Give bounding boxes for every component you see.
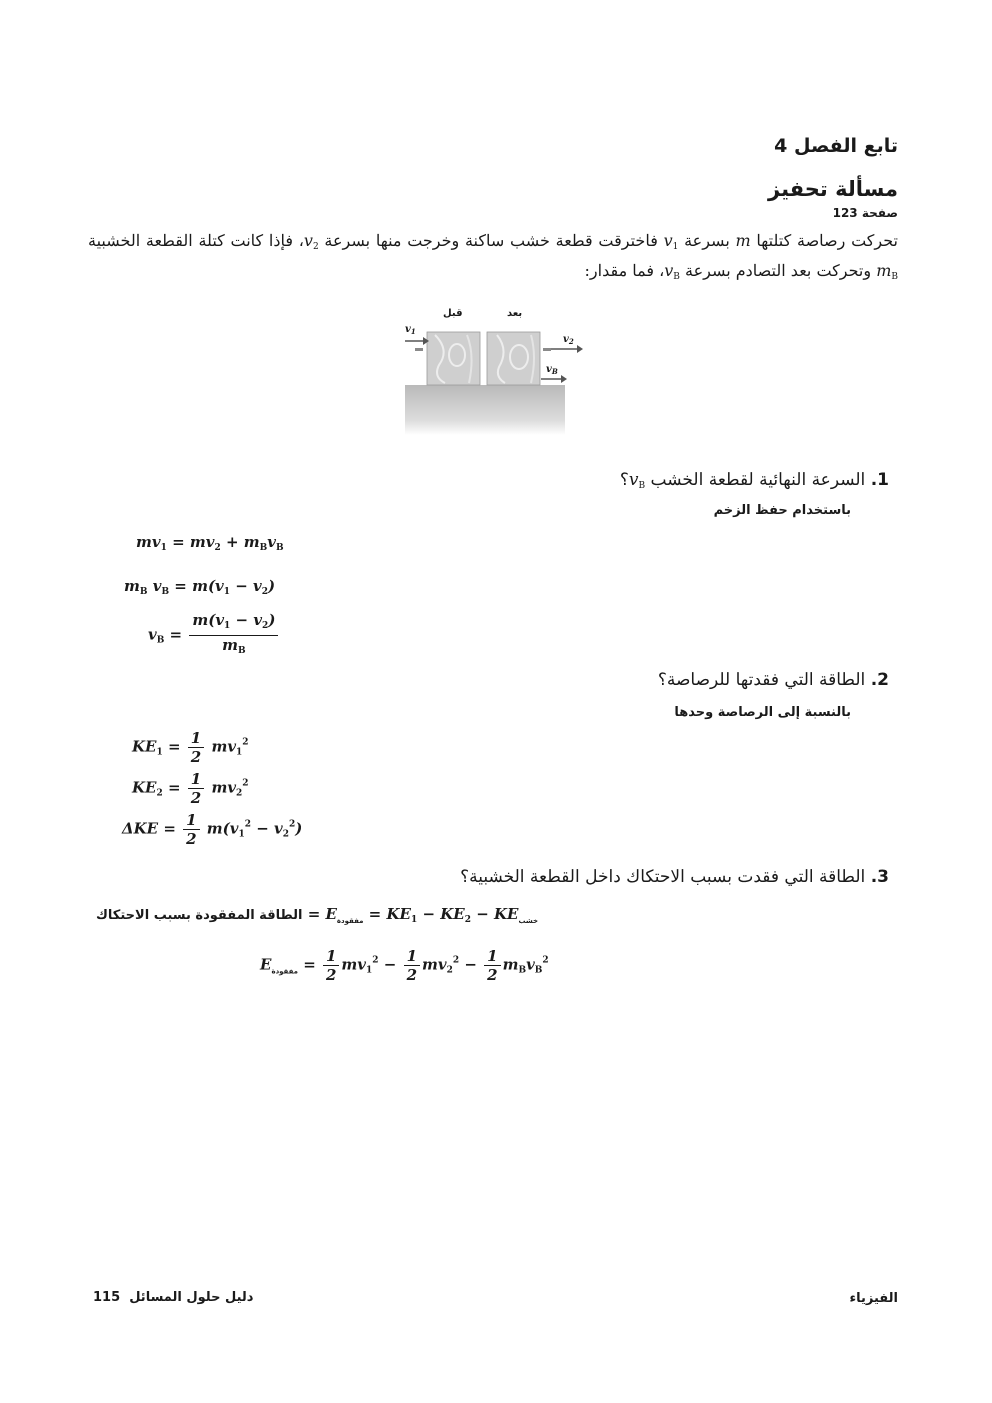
label-vB: $v_B$ [546,364,558,376]
question-1: 1. السرعة النهائية لقطعة الخشب $v_B؟$ [619,470,889,491]
bullet-after [543,348,551,351]
label-v1: $v_1$ [405,324,416,336]
question-1-hint: باستخدام حفظ الزخم [713,503,851,518]
footer-subject: الفيزياء [849,1291,898,1306]
equation-friction-loss: الطاقة المفقودة بسبب الاحتكاك = $E_{مفقودة} = KE_1 - KE_2 - KE_{خشب}$ [96,905,539,925]
page-reference: صفحة 123 [832,206,898,220]
figure-label-after: بعد [507,308,523,319]
equation-energy-lost: $E_{مفقودة}$ = $\frac{1}{2}$ $mv_1^2$ − $\frac{1}{2}$ $mv_2^2$ − $\frac{1}{2}$ $m_Bv_B^2$ [260,947,549,984]
bullet-before [415,348,423,351]
collision-figure [405,305,590,435]
wood-block-before [427,332,480,385]
equation-ke1: $KE_1$ = $\frac{1}{2}$ $mv_1^2$ [132,729,249,766]
chapter-title: تابع الفصل 4 [774,135,898,157]
equation-delta-ke: ΔKE = $\frac{1}{2}$ $m(v_1^2 - v_2^2)$ [122,811,303,848]
question-2: 2. الطاقة التي فقدتها للرصاصة؟ [657,670,889,690]
wood-block-after [487,332,540,385]
problem-statement: تحركت رصاصة كتلتها m بسرعة $v_1$ فاخترقت قطعة خشب ساكنة وخرجت منها بسرعة $v_2،$ فإذا كانت كتلة القطعة الخشبية $m_B$ وتحركت بعد التصادم بسرعة $v_B،$ فما مقدار: [88,231,899,282]
footer-guide: 115 دليل حلول المسائل [93,1290,254,1305]
question-3: 3. الطاقة التي فقدت بسبب الاحتكاك داخل القطعة الخشبية؟ [460,867,889,887]
equation-momentum-rearranged: $m_B$ $v_B = m(v_1 - v_2)$ [124,577,276,597]
question-2-hint: بالنسبة إلى الرصاصة وحدها [674,705,851,720]
table-surface [405,385,565,435]
label-v2: $v_2$ [563,334,574,346]
section-title: مسألة تحفيز [768,177,898,201]
equation-ke2: $KE_2$ = $\frac{1}{2}$ $mv_2^2$ [132,770,249,807]
equation-final-velocity: $v_B$ = $\frac{m(v_1 - v_2)}{m_B}$ [148,612,280,659]
figure-label-before: قبل [443,308,463,319]
equation-momentum: $mv_1 = mv_2 + m_Bv_B$ [136,533,284,553]
